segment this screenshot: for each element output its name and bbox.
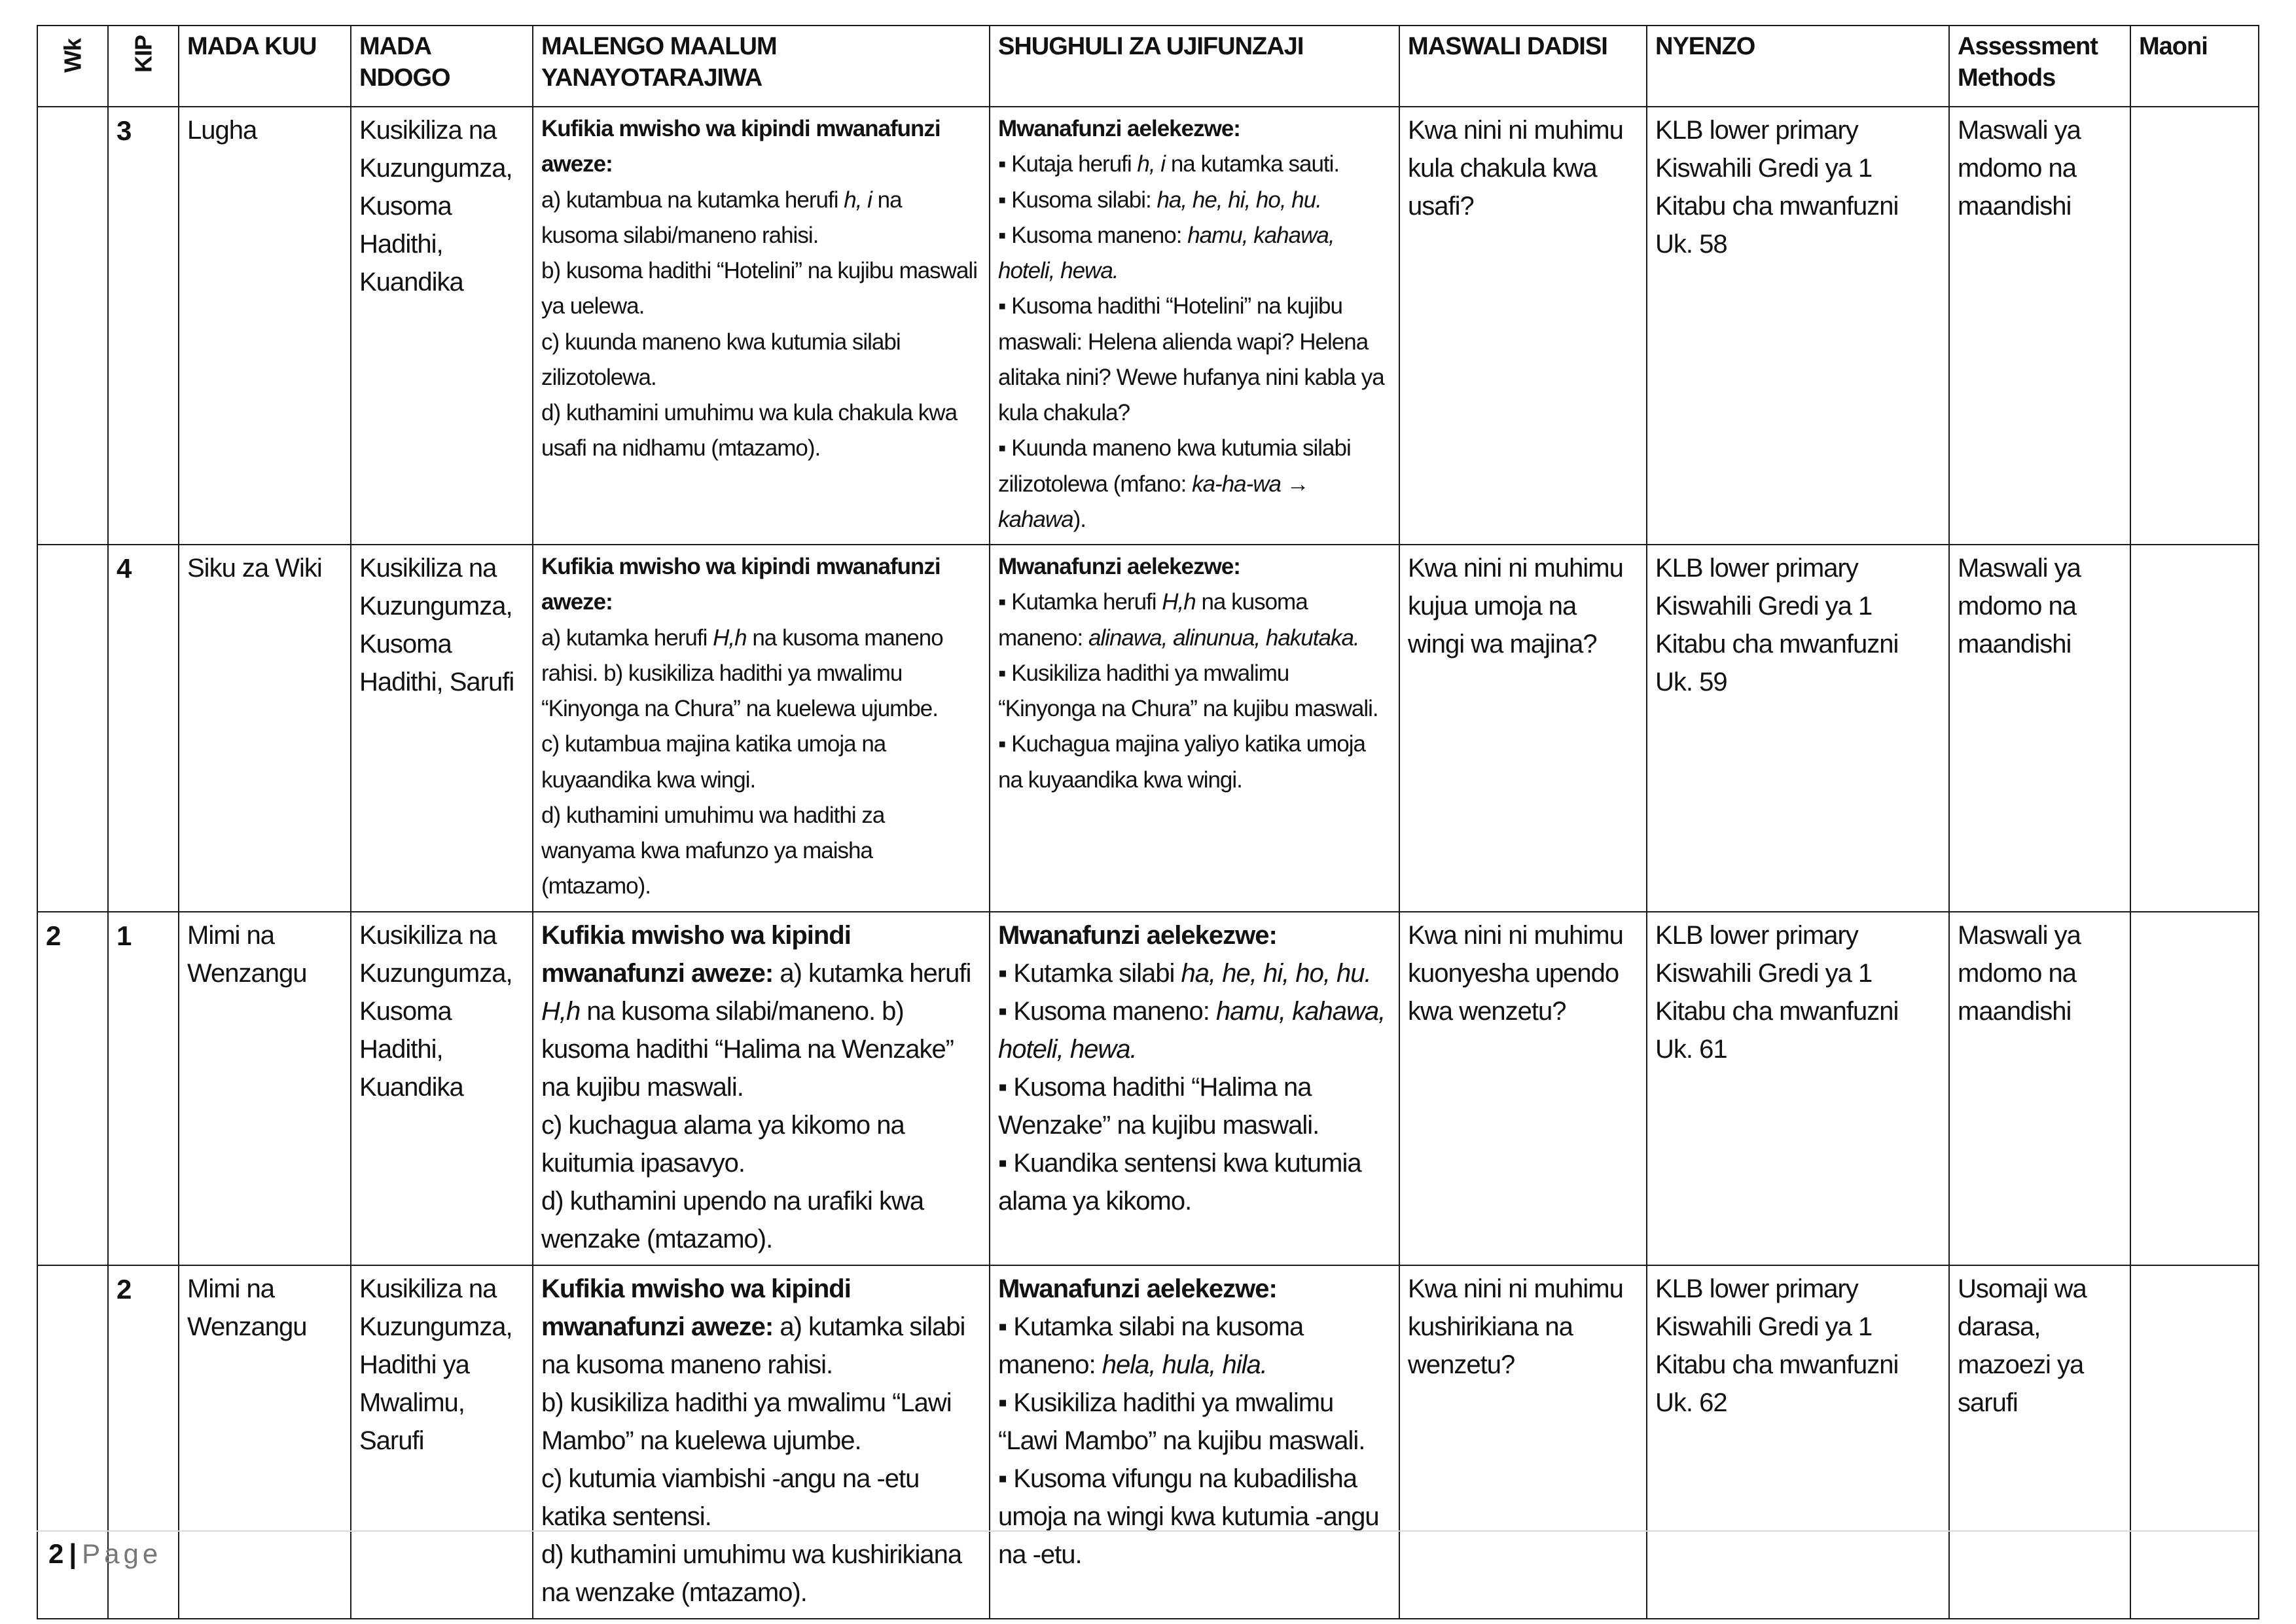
cell-shughuli bbox=[990, 107, 1399, 545]
table-row bbox=[37, 107, 2259, 545]
header-row bbox=[37, 26, 2259, 107]
cell-malengo bbox=[533, 545, 990, 912]
cell-assessment: Maswali ya mdomo na maandishi bbox=[1949, 912, 2130, 1265]
shughuli-bullet: ▪ Kutamka herufi H,h na kusoma maneno: alinawa, alinunua, hakutaka. bbox=[998, 585, 1391, 656]
shughuli-heading: Mwanafunzi aelekezwe: bbox=[998, 920, 1277, 950]
shughuli-bullet: ▪ Kusoma hadithi “Hotelini” na kujibu maswali: Helena alienda wapi? Helena alitaka nini? Wewe hufanya nini kabla ya kula chakula? bbox=[998, 289, 1391, 431]
malengo-item-a: a) kutambua na kutamka herufi h, i na kusoma silabi/maneno rahisi. bbox=[541, 187, 902, 248]
table-row bbox=[37, 1265, 2259, 1619]
cell-mada-ndogo: Kusikiliza na Kuzungumza, Kusoma Hadithi, Kuandika bbox=[351, 912, 533, 1265]
shughuli-heading: Mwanafunzi aelekezwe: bbox=[998, 1274, 1277, 1303]
header-mada-kuu: MADA KUU bbox=[179, 26, 351, 107]
cell-malengo bbox=[533, 912, 990, 1265]
page-label: Page bbox=[82, 1538, 162, 1569]
cell-kip: 3 bbox=[108, 107, 179, 545]
shughuli-heading: Mwanafunzi aelekezwe: bbox=[998, 116, 1240, 141]
table-row bbox=[37, 912, 2259, 1265]
malengo-item-b: b) kusoma hadithi “Hotelini” na kujibu maswali ya uelewa. bbox=[541, 258, 977, 319]
cell-maoni bbox=[2130, 107, 2259, 545]
shughuli-bullet: ▪ Kutaja herufi h, i na kutamka sauti. bbox=[998, 147, 1391, 182]
malengo-item-c: c) kuunda maneno kwa kutumia silabi zilizotolewa. bbox=[541, 329, 901, 390]
header-malengo: MALENGO MAALUM YANAYOTARAJIWA bbox=[533, 26, 990, 107]
shughuli-bullet: ▪ Kusoma vifungu na kubadilisha umoja na wingi kwa kutumia -angu na -etu. bbox=[998, 1460, 1391, 1574]
cell-maswali: Kwa nini ni muhimu kushirikiana na wenzetu? bbox=[1399, 1265, 1647, 1619]
cell-shughuli bbox=[990, 545, 1399, 912]
cell-wk bbox=[37, 545, 108, 912]
cell-mada-kuu: Mimi na Wenzangu bbox=[179, 912, 351, 1265]
cell-mada-kuu: Mimi na Wenzangu bbox=[179, 1265, 351, 1619]
cell-mada-kuu: Siku za Wiki bbox=[179, 545, 351, 912]
malengo-item-a: Kufikia mwisho wa kipindi mwanafunzi aweze: a) kutamka silabi na kusoma maneno rahisi. bbox=[541, 1274, 965, 1379]
cell-kip: 4 bbox=[108, 545, 179, 912]
malengo-item-a: a) kutamka herufi H,h na kusoma maneno rahisi. b) kusikiliza hadithi ya mwalimu “Kinyonga na Chura” na kuelewa ujumbe. bbox=[541, 624, 943, 721]
malengo-heading: Kufikia mwisho wa kipindi mwanafunzi aweze: bbox=[541, 554, 941, 615]
cell-wk bbox=[37, 107, 108, 545]
cell-nyenzo: KLB lower primary Kiswahili Gredi ya 1 Kitabu cha mwanfuzni Uk. 62 bbox=[1647, 1265, 1949, 1619]
header-assessment: Assessment Methods bbox=[1949, 26, 2130, 107]
cell-malengo bbox=[533, 1265, 990, 1619]
cell-maswali: Kwa nini ni muhimu kula chakula kwa usafi? bbox=[1399, 107, 1647, 545]
cell-assessment: Maswali ya mdomo na maandishi bbox=[1949, 107, 2130, 545]
cell-maoni bbox=[2130, 545, 2259, 912]
header-maoni: Maoni bbox=[2130, 26, 2259, 107]
shughuli-bullet: ▪ Kuchagua majina yaliyo katika umoja na kuyaandika kwa wingi. bbox=[998, 727, 1391, 798]
cell-mada-ndogo: Kusikiliza na Kuzungumza, Kusoma Hadithi, Kuandika bbox=[351, 107, 533, 545]
shughuli-bullet: ▪ Kutamka silabi ha, he, hi, ho, hu. bbox=[998, 954, 1391, 992]
shughuli-bullet: ▪ Kusoma hadithi “Halima na Wenzake” na kujibu maswali. bbox=[998, 1068, 1391, 1144]
footer-separator: | bbox=[69, 1538, 77, 1569]
cell-nyenzo: KLB lower primary Kiswahili Gredi ya 1 Kitabu cha mwanfuzni Uk. 59 bbox=[1647, 545, 1949, 912]
malengo-item-d: d) kuthamini umuhimu wa kushirikiana na wenzake (mtazamo). bbox=[541, 1540, 962, 1607]
shughuli-bullet: ▪ Kutamka silabi na kusoma maneno: hela, hula, hila. bbox=[998, 1308, 1391, 1384]
cell-shughuli bbox=[990, 912, 1399, 1265]
cell-kip: 1 bbox=[108, 912, 179, 1265]
malengo-item-c: c) kutumia viambishi -angu na -etu katika sentensi. bbox=[541, 1464, 920, 1531]
shughuli-bullet: ▪ Kuandika sentensi kwa kutumia alama ya kikomo. bbox=[998, 1144, 1391, 1220]
table-row bbox=[37, 545, 2259, 912]
cell-mada-kuu: Lugha bbox=[179, 107, 351, 545]
page-footer bbox=[48, 1538, 162, 1570]
malengo-item-c: c) kutambua majina katika umoja na kuyaandika kwa wingi. bbox=[541, 731, 886, 793]
header-wk: Wk bbox=[37, 26, 108, 107]
cell-nyenzo: KLB lower primary Kiswahili Gredi ya 1 Kitabu cha mwanfuzni Uk. 61 bbox=[1647, 912, 1949, 1265]
malengo-item-d: d) kuthamini upendo na urafiki kwa wenzake (mtazamo). bbox=[541, 1186, 924, 1254]
shughuli-bullet: ▪ Kusikiliza hadithi ya mwalimu “Kinyonga na Chura” na kujibu maswali. bbox=[998, 656, 1391, 727]
shughuli-bullet: ▪ Kusoma maneno: hamu, kahawa, hoteli, hewa. bbox=[998, 218, 1391, 289]
header-kip: KIP bbox=[108, 26, 179, 107]
malengo-item-b: b) kusikiliza hadithi ya mwalimu “Lawi Mambo” na kuelewa ujumbe. bbox=[541, 1388, 952, 1455]
malengo-item-c: c) kuchagua alama ya kikomo na kuitumia ipasavyo. bbox=[541, 1110, 905, 1178]
header-maswali: MASWALI DADISI bbox=[1399, 26, 1647, 107]
scheme-of-work-page bbox=[37, 25, 2258, 1619]
cell-mada-ndogo: Kusikiliza na Kuzungumza, Kusoma Hadithi, Sarufi bbox=[351, 545, 533, 912]
scheme-of-work-table bbox=[37, 25, 2259, 1619]
cell-shughuli bbox=[990, 1265, 1399, 1619]
header-mada-ndogo: MADA NDOGO bbox=[351, 26, 533, 107]
malengo-item-a: Kufikia mwisho wa kipindi mwanafunzi aweze: a) kutamka herufi H,h na kusoma silabi/maneno. b) kusoma hadithi “Halima na Wenzake” na kujibu maswali. bbox=[541, 920, 971, 1102]
shughuli-bullet: ▪ Kuunda maneno kwa kutumia silabi zilizotolewa (mfano: ka-ha-wa → kahawa). bbox=[998, 431, 1391, 537]
malengo-item-d: d) kuthamini umuhimu wa hadithi za wanyama kwa mafunzo ya maisha (mtazamo). bbox=[541, 802, 885, 899]
shughuli-bullet: ▪ Kusikiliza hadithi ya mwalimu “Lawi Mambo” na kujibu maswali. bbox=[998, 1384, 1391, 1460]
cell-maswali: Kwa nini ni muhimu kujua umoja na wingi wa majina? bbox=[1399, 545, 1647, 912]
shughuli-heading: Mwanafunzi aelekezwe: bbox=[998, 554, 1240, 579]
cell-malengo bbox=[533, 107, 990, 545]
cell-maswali: Kwa nini ni muhimu kuonyesha upendo kwa wenzetu? bbox=[1399, 912, 1647, 1265]
cell-kip: 2 bbox=[108, 1265, 179, 1619]
cell-maoni bbox=[2130, 912, 2259, 1265]
header-shughuli: SHUGHULI ZA UJIFUNZAJI bbox=[990, 26, 1399, 107]
shughuli-bullet: ▪ Kusoma silabi: ha, he, hi, ho, hu. bbox=[998, 183, 1391, 218]
header-nyenzo: NYENZO bbox=[1647, 26, 1949, 107]
cell-maoni bbox=[2130, 1265, 2259, 1619]
cell-wk: 2 bbox=[37, 912, 108, 1265]
malengo-item-d: d) kuthamini umuhimu wa kula chakula kwa usafi na nidhamu (mtazamo). bbox=[541, 400, 958, 461]
footer-divider bbox=[37, 1530, 2258, 1532]
cell-assessment: Maswali ya mdomo na maandishi bbox=[1949, 545, 2130, 912]
cell-nyenzo: KLB lower primary Kiswahili Gredi ya 1 Kitabu cha mwanfuzni Uk. 58 bbox=[1647, 107, 1949, 545]
shughuli-bullet: ▪ Kusoma maneno: hamu, kahawa, hoteli, hewa. bbox=[998, 992, 1391, 1068]
page-number: 2 bbox=[48, 1538, 64, 1569]
malengo-heading: Kufikia mwisho wa kipindi mwanafunzi aweze: bbox=[541, 116, 941, 177]
cell-assessment: Usomaji wa darasa, mazoezi ya sarufi bbox=[1949, 1265, 2130, 1619]
cell-mada-ndogo: Kusikiliza na Kuzungumza, Hadithi ya Mwalimu, Sarufi bbox=[351, 1265, 533, 1619]
